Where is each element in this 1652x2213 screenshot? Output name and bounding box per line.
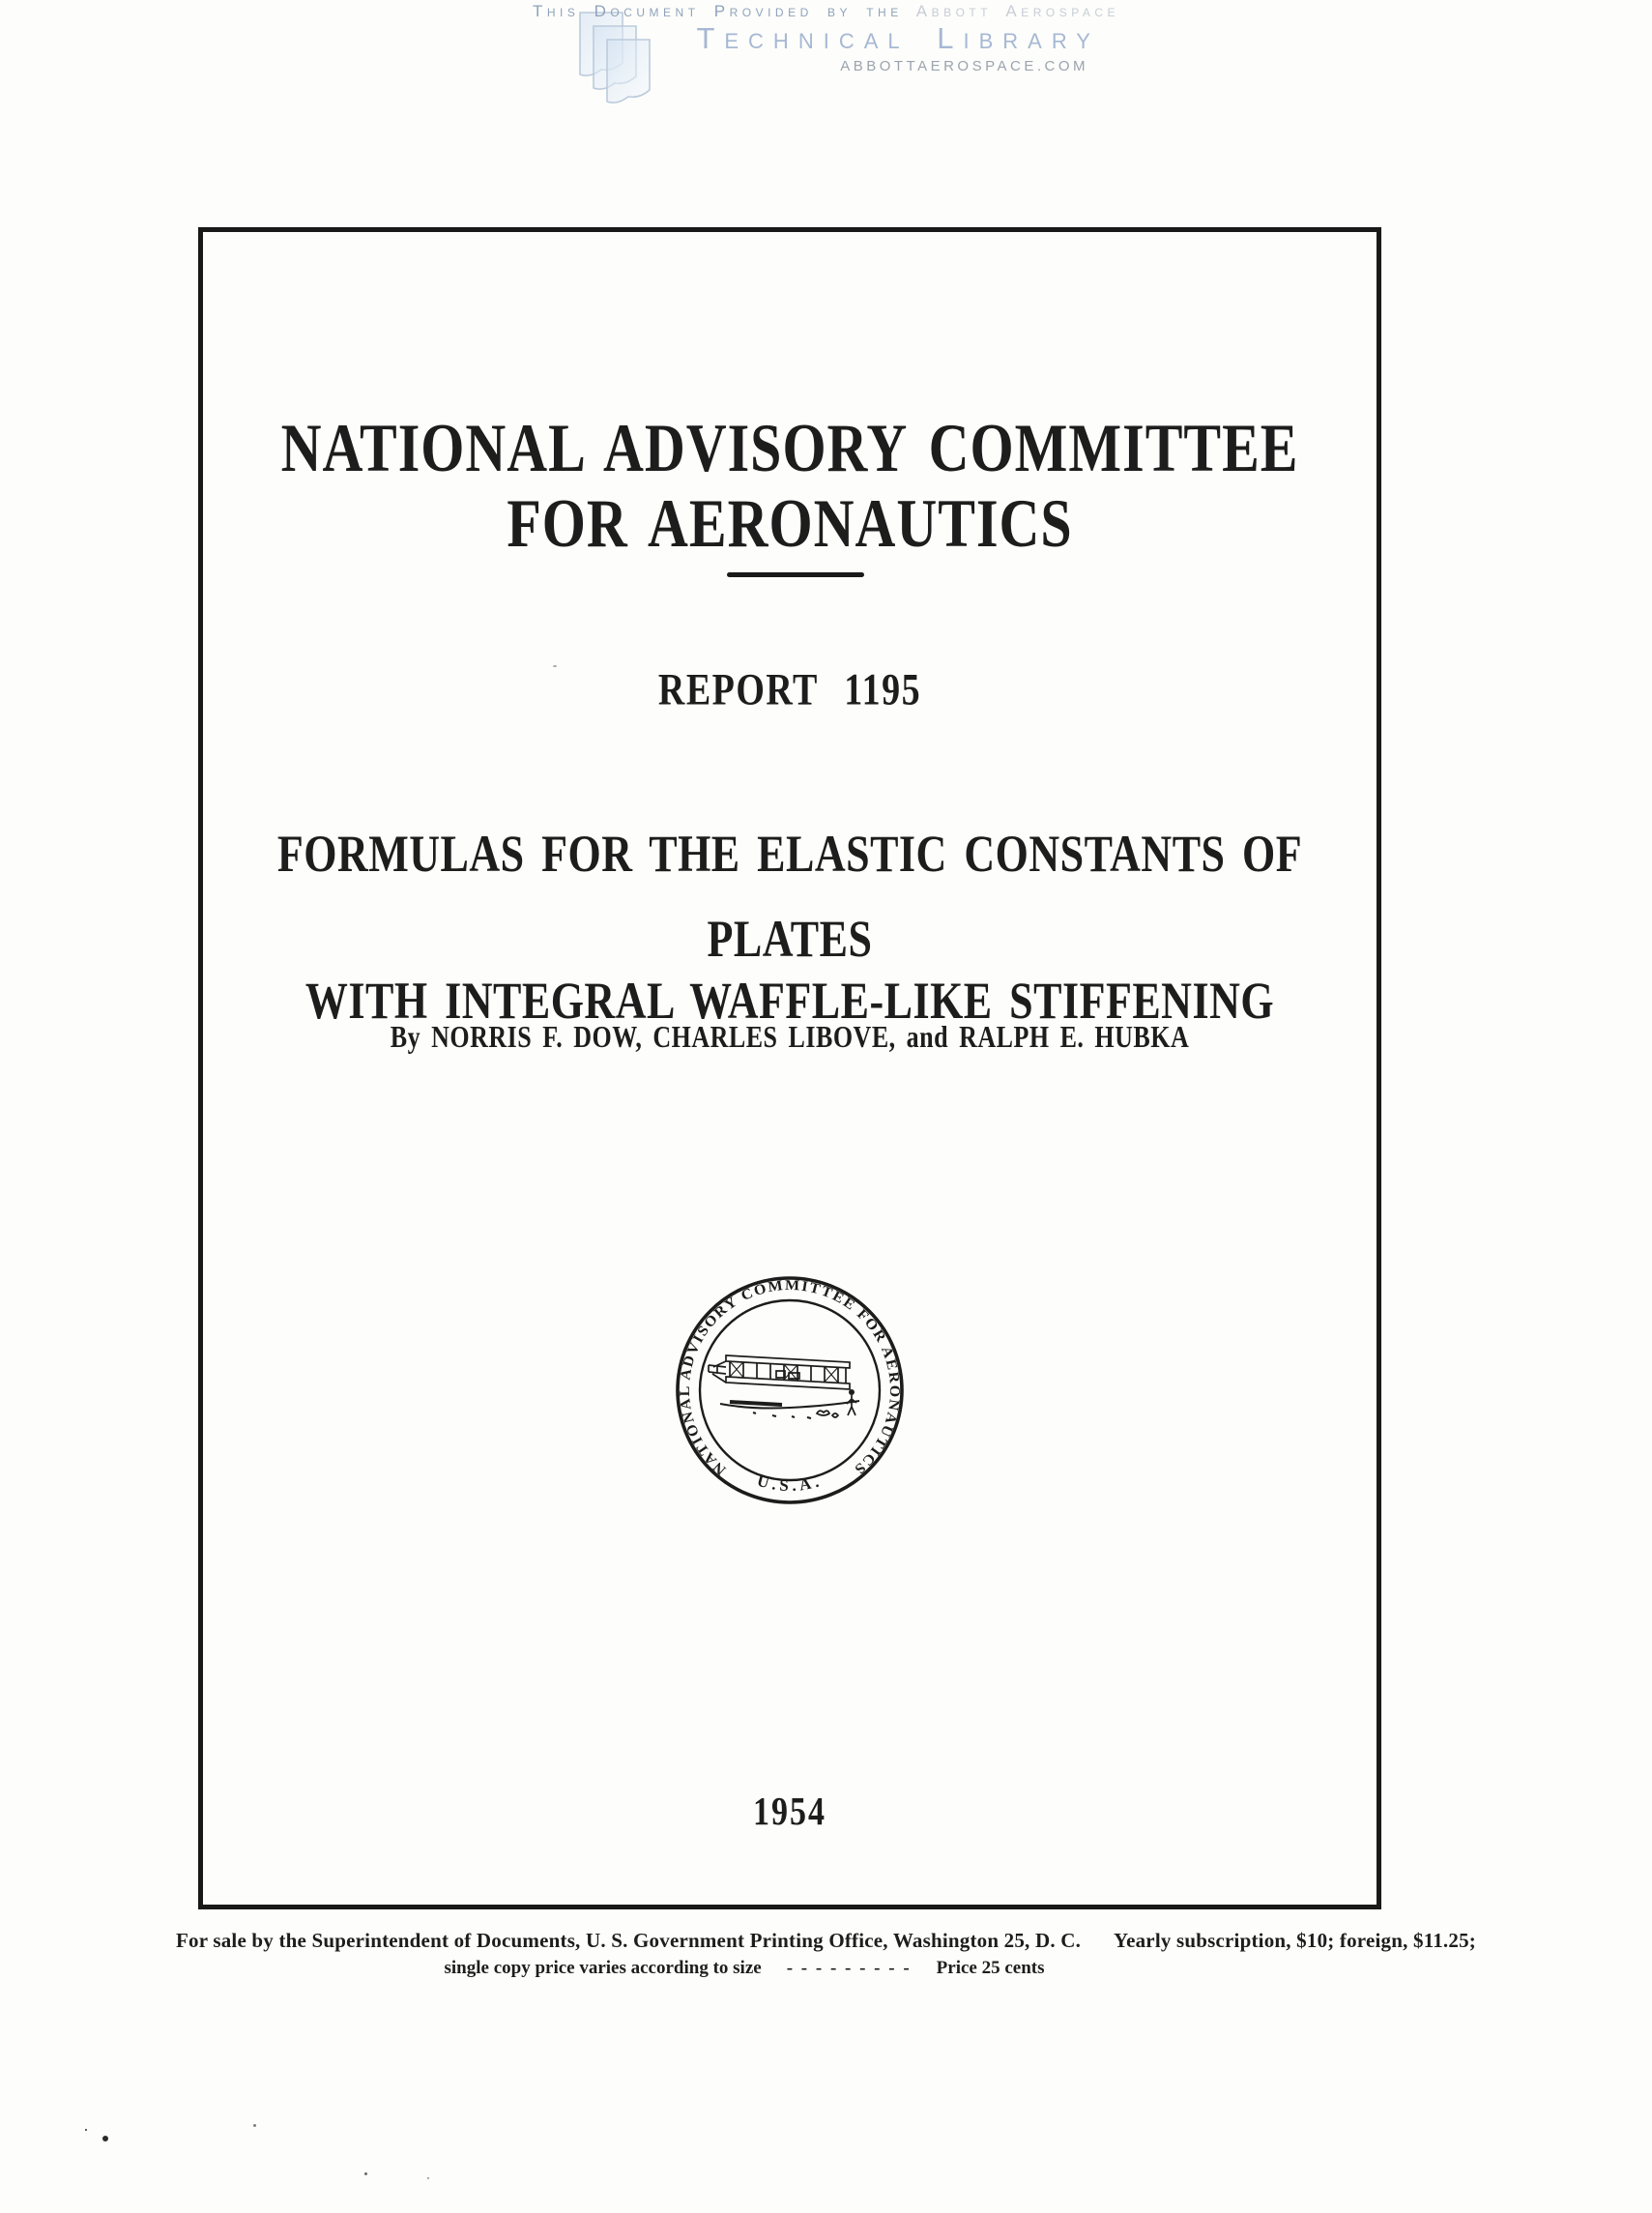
byline <box>203 1019 1377 1055</box>
sale-notice-line1 <box>0 1929 1652 1953</box>
seal-usa-text: U.S.A. <box>755 1470 825 1496</box>
watermark-site: ABBOTTAEROSPACE.COM <box>840 58 1088 74</box>
library-watermark <box>0 2 1119 74</box>
watermark-provided-line <box>0 2 1119 21</box>
scan-speck <box>85 2129 87 2131</box>
watermark-title: Technical Library <box>696 21 1100 55</box>
sale-notice-left: For sale by the Superintendent of Documents, U. S. Government Printing Office, Washington 25, D. C. <box>176 1929 1082 1952</box>
scan-speck <box>102 2136 108 2141</box>
cover-border-box <box>198 227 1381 1909</box>
scan-speck <box>427 2177 429 2179</box>
report-title-line2: WITH INTEGRAL WAFFLE-LIKE STIFFENING <box>304 972 1275 1031</box>
organization-name-line2: FOR AERONAUTICS <box>507 484 1073 562</box>
publication-year <box>203 1790 1377 1834</box>
svg-text:U.S.A. <box>755 1471 825 1495</box>
sale-notice-dashes: - - - - - - - - - <box>786 1958 912 1978</box>
watermark-brand: Abbott Aerospace <box>915 2 1119 20</box>
publication-year-text: 1954 <box>753 1790 826 1834</box>
sale-notice-copy-price: single copy price varies according to size <box>444 1958 762 1978</box>
report-title <box>203 825 1377 1036</box>
report-number <box>203 664 1377 715</box>
organization-name <box>203 411 1377 562</box>
scan-speck <box>553 665 557 667</box>
sale-notice-price: Price 25 cents <box>936 1958 1045 1978</box>
wright-flyer-art <box>709 1355 859 1418</box>
organization-name-line1: NATIONAL ADVISORY COMMITTEE <box>280 409 1299 486</box>
byline-text: By NORRIS F. DOW, CHARLES LIBOVE, and RALPH E. HUBKA <box>390 1019 1190 1055</box>
watermark-provided-prefix: This Document Provided by the <box>532 2 903 20</box>
title-divider <box>727 572 864 577</box>
sale-notice-right: Yearly subscription, $10; foreign, $11.25; <box>1114 1929 1476 1952</box>
report-title-line1: FORMULAS FOR THE ELASTIC CONSTANTS OF PLATES <box>276 825 1303 969</box>
sale-notice-line2 <box>444 1958 1044 1979</box>
seal-ring-text: NATIONAL ADVISORY COMMITTEE FOR AERONAUTICS <box>677 1277 903 1478</box>
scan-speck <box>253 2124 256 2127</box>
report-number-label: REPORT 1195 <box>657 664 922 715</box>
scan-speck <box>364 2172 367 2175</box>
naca-seal <box>674 1274 906 1506</box>
